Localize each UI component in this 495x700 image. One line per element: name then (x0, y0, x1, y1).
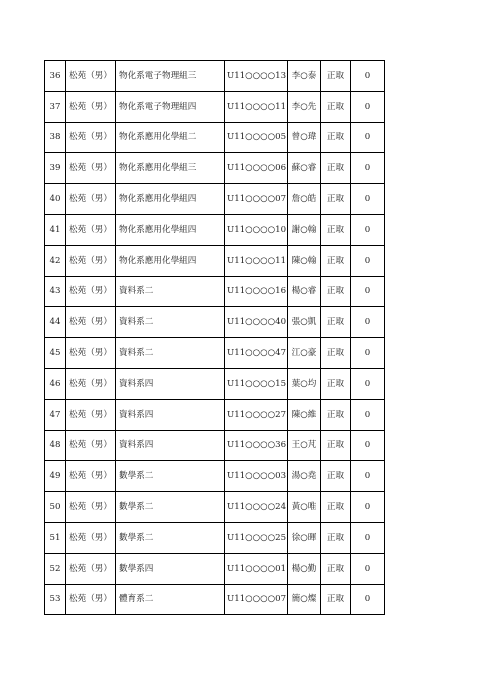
student-name-cell: 簡○燦 (288, 584, 321, 615)
admission-status-cell: 正取 (321, 307, 351, 338)
dormitory-cell: 松苑（男） (66, 368, 116, 399)
student-name-cell: 徐○暉 (288, 522, 321, 553)
student-name-cell: 詹○皓 (288, 184, 321, 215)
value-cell: 0 (351, 214, 385, 245)
student-id-cell: U11○○○○01 (225, 553, 288, 584)
row-number: 40 (45, 184, 66, 215)
admission-status-cell: 正取 (321, 91, 351, 122)
value-cell: 0 (351, 461, 385, 492)
dormitory-cell: 松苑（男） (66, 461, 116, 492)
dormitory-cell: 松苑（男） (66, 91, 116, 122)
dormitory-cell: 松苑（男） (66, 492, 116, 523)
dormitory-cell: 松苑（男） (66, 276, 116, 307)
table-row (45, 584, 385, 615)
dormitory-cell: 松苑（男） (66, 399, 116, 430)
department-cell: 物化系應用化學組二 (116, 122, 225, 153)
table-row (45, 153, 385, 184)
student-id-cell: U11○○○○10 (225, 214, 288, 245)
department-cell: 體育系二 (116, 584, 225, 615)
student-id-cell: U11○○○○36 (225, 430, 288, 461)
student-name-cell: 曾○瑋 (288, 122, 321, 153)
row-number: 36 (45, 61, 66, 92)
admission-status-cell: 正取 (321, 399, 351, 430)
admission-status-cell: 正取 (321, 368, 351, 399)
department-cell: 物化系應用化學組三 (116, 153, 225, 184)
value-cell: 0 (351, 338, 385, 369)
table-row (45, 214, 385, 245)
admission-status-cell: 正取 (321, 214, 351, 245)
admission-status-cell: 正取 (321, 245, 351, 276)
row-number: 49 (45, 461, 66, 492)
value-cell: 0 (351, 584, 385, 615)
table-row (45, 399, 385, 430)
student-name-cell: 黃○唯 (288, 492, 321, 523)
value-cell: 0 (351, 522, 385, 553)
admission-status-cell: 正取 (321, 461, 351, 492)
table-row (45, 338, 385, 369)
student-id-cell: U11○○○○25 (225, 522, 288, 553)
value-cell: 0 (351, 399, 385, 430)
student-id-cell: U11○○○○03 (225, 461, 288, 492)
department-cell: 數學系二 (116, 461, 225, 492)
table-body (45, 61, 385, 615)
dorm-admission-table (44, 60, 385, 615)
admission-status-cell: 正取 (321, 522, 351, 553)
table-row (45, 122, 385, 153)
department-cell: 數學系四 (116, 553, 225, 584)
row-number: 44 (45, 307, 66, 338)
value-cell: 0 (351, 184, 385, 215)
department-cell: 資料系四 (116, 368, 225, 399)
value-cell: 0 (351, 153, 385, 184)
student-id-cell: U11○○○○07 (225, 584, 288, 615)
student-name-cell: 湯○堯 (288, 461, 321, 492)
department-cell: 物化系電子物理組四 (116, 91, 225, 122)
dormitory-cell: 松苑（男） (66, 553, 116, 584)
table-row (45, 492, 385, 523)
value-cell: 0 (351, 91, 385, 122)
student-name-cell: 陳○翰 (288, 245, 321, 276)
row-number: 38 (45, 122, 66, 153)
table-row (45, 553, 385, 584)
value-cell: 0 (351, 553, 385, 584)
admission-status-cell: 正取 (321, 122, 351, 153)
department-cell: 物化系應用化學組四 (116, 184, 225, 215)
student-name-cell: 謝○翰 (288, 214, 321, 245)
admission-status-cell: 正取 (321, 338, 351, 369)
row-number: 47 (45, 399, 66, 430)
table-row (45, 276, 385, 307)
table-row (45, 430, 385, 461)
table-row (45, 522, 385, 553)
row-number: 43 (45, 276, 66, 307)
admission-status-cell: 正取 (321, 184, 351, 215)
student-name-cell: 張○凱 (288, 307, 321, 338)
value-cell: 0 (351, 245, 385, 276)
dormitory-cell: 松苑（男） (66, 430, 116, 461)
admission-status-cell: 正取 (321, 584, 351, 615)
department-cell: 數學系二 (116, 492, 225, 523)
student-id-cell: U11○○○○13 (225, 61, 288, 92)
row-number: 37 (45, 91, 66, 122)
department-cell: 數學系二 (116, 522, 225, 553)
row-number: 51 (45, 522, 66, 553)
student-id-cell: U11○○○○15 (225, 368, 288, 399)
department-cell: 物化系應用化學組四 (116, 245, 225, 276)
student-id-cell: U11○○○○40 (225, 307, 288, 338)
row-number: 42 (45, 245, 66, 276)
row-number: 53 (45, 584, 66, 615)
dormitory-cell: 松苑（男） (66, 245, 116, 276)
student-name-cell: 李○先 (288, 91, 321, 122)
student-id-cell: U11○○○○16 (225, 276, 288, 307)
admission-status-cell: 正取 (321, 61, 351, 92)
value-cell: 0 (351, 368, 385, 399)
student-name-cell: 王○芃 (288, 430, 321, 461)
dormitory-cell: 松苑（男） (66, 61, 116, 92)
student-name-cell: 葉○均 (288, 368, 321, 399)
dormitory-cell: 松苑（男） (66, 184, 116, 215)
student-name-cell: 李○泰 (288, 61, 321, 92)
department-cell: 資料系二 (116, 307, 225, 338)
student-id-cell: U11○○○○11 (225, 245, 288, 276)
department-cell: 資料系四 (116, 399, 225, 430)
row-number: 52 (45, 553, 66, 584)
dormitory-cell: 松苑（男） (66, 122, 116, 153)
table-row (45, 91, 385, 122)
student-id-cell: U11○○○○07 (225, 184, 288, 215)
student-id-cell: U11○○○○11 (225, 91, 288, 122)
student-id-cell: U11○○○○06 (225, 153, 288, 184)
student-name-cell: 江○豪 (288, 338, 321, 369)
row-number: 48 (45, 430, 66, 461)
student-id-cell: U11○○○○05 (225, 122, 288, 153)
student-name-cell: 蘇○睿 (288, 153, 321, 184)
student-name-cell: 楊○勤 (288, 553, 321, 584)
row-number: 39 (45, 153, 66, 184)
table-row (45, 245, 385, 276)
student-name-cell: 楊○睿 (288, 276, 321, 307)
student-id-cell: U11○○○○27 (225, 399, 288, 430)
value-cell: 0 (351, 492, 385, 523)
department-cell: 資料系四 (116, 430, 225, 461)
department-cell: 資料系二 (116, 338, 225, 369)
row-number: 41 (45, 214, 66, 245)
row-number: 46 (45, 368, 66, 399)
admission-status-cell: 正取 (321, 276, 351, 307)
department-cell: 資料系二 (116, 276, 225, 307)
row-number: 50 (45, 492, 66, 523)
admission-status-cell: 正取 (321, 153, 351, 184)
dormitory-cell: 松苑（男） (66, 307, 116, 338)
dormitory-cell: 松苑（男） (66, 522, 116, 553)
dormitory-cell: 松苑（男） (66, 214, 116, 245)
value-cell: 0 (351, 430, 385, 461)
table-row (45, 461, 385, 492)
department-cell: 物化系應用化學組四 (116, 214, 225, 245)
dormitory-cell: 松苑（男） (66, 153, 116, 184)
value-cell: 0 (351, 307, 385, 338)
value-cell: 0 (351, 276, 385, 307)
value-cell: 0 (351, 61, 385, 92)
table-row (45, 368, 385, 399)
dormitory-cell: 松苑（男） (66, 338, 116, 369)
table-row (45, 307, 385, 338)
student-id-cell: U11○○○○24 (225, 492, 288, 523)
student-name-cell: 陳○維 (288, 399, 321, 430)
value-cell: 0 (351, 122, 385, 153)
dormitory-cell: 松苑（男） (66, 584, 116, 615)
admission-status-cell: 正取 (321, 492, 351, 523)
admission-status-cell: 正取 (321, 553, 351, 584)
student-id-cell: U11○○○○47 (225, 338, 288, 369)
department-cell: 物化系電子物理組三 (116, 61, 225, 92)
admission-status-cell: 正取 (321, 430, 351, 461)
table-row (45, 184, 385, 215)
row-number: 45 (45, 338, 66, 369)
table-row (45, 61, 385, 92)
